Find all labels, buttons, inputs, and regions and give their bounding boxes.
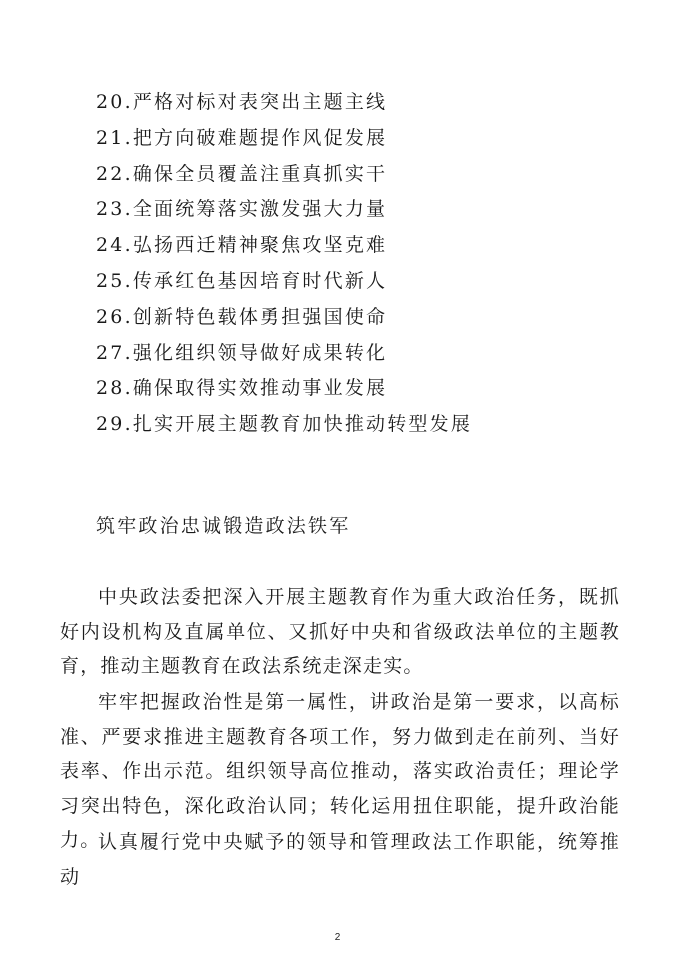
list-item: 20.严格对标对表突出主题主线 (96, 91, 388, 113)
body-paragraph: 中央政法委把深入开展主题教育作为重大政治任务，既抓好内设机构及直属单位、又抓好中央和省级政法单位的主题教育，推动主题教育在政法系统走深走实。 (60, 586, 620, 678)
body-paragraph: 认真履行党中央赋予的领导和管理政法工作职能，统筹推动 (60, 831, 620, 888)
list-item: 29.扎实开展主题教育加快推动转型发展 (96, 413, 473, 436)
list-item: 21.把方向破难题提作风促发展 (96, 126, 388, 149)
numbered-title-list (96, 87, 472, 445)
section-heading: 筑牢政治忠诚锻造政法铁军 (96, 515, 351, 537)
page-number: 2 (334, 932, 341, 943)
list-item: 26.创新特色载体勇担强国使命 (96, 305, 388, 328)
list-item: 27.强化组织领导做好成果转化 (96, 341, 388, 364)
list-item: 22.确保全员覆盖注重真抓实干 (96, 162, 388, 185)
body-paragraph: 牢牢把握政治性是第一属性，讲政治是第一要求，以高标准、严要求推进主题教育各项工作，努力做到走在前列、当好表率、作出示范。组织领导高位推动，落实政治责任；理论学习突出特色，深化政治认同；转化运用扭住职能，提升政治能力。 (60, 691, 620, 852)
list-item: 25.传承红色基因培育时代新人 (96, 269, 388, 292)
list-item: 24.弘扬西迁精神聚焦攻坚克难 (96, 234, 388, 257)
list-item: 28.确保取得实效推动事业发展 (96, 377, 388, 400)
list-item: 23.全面统筹落实激发强大力量 (96, 198, 388, 221)
